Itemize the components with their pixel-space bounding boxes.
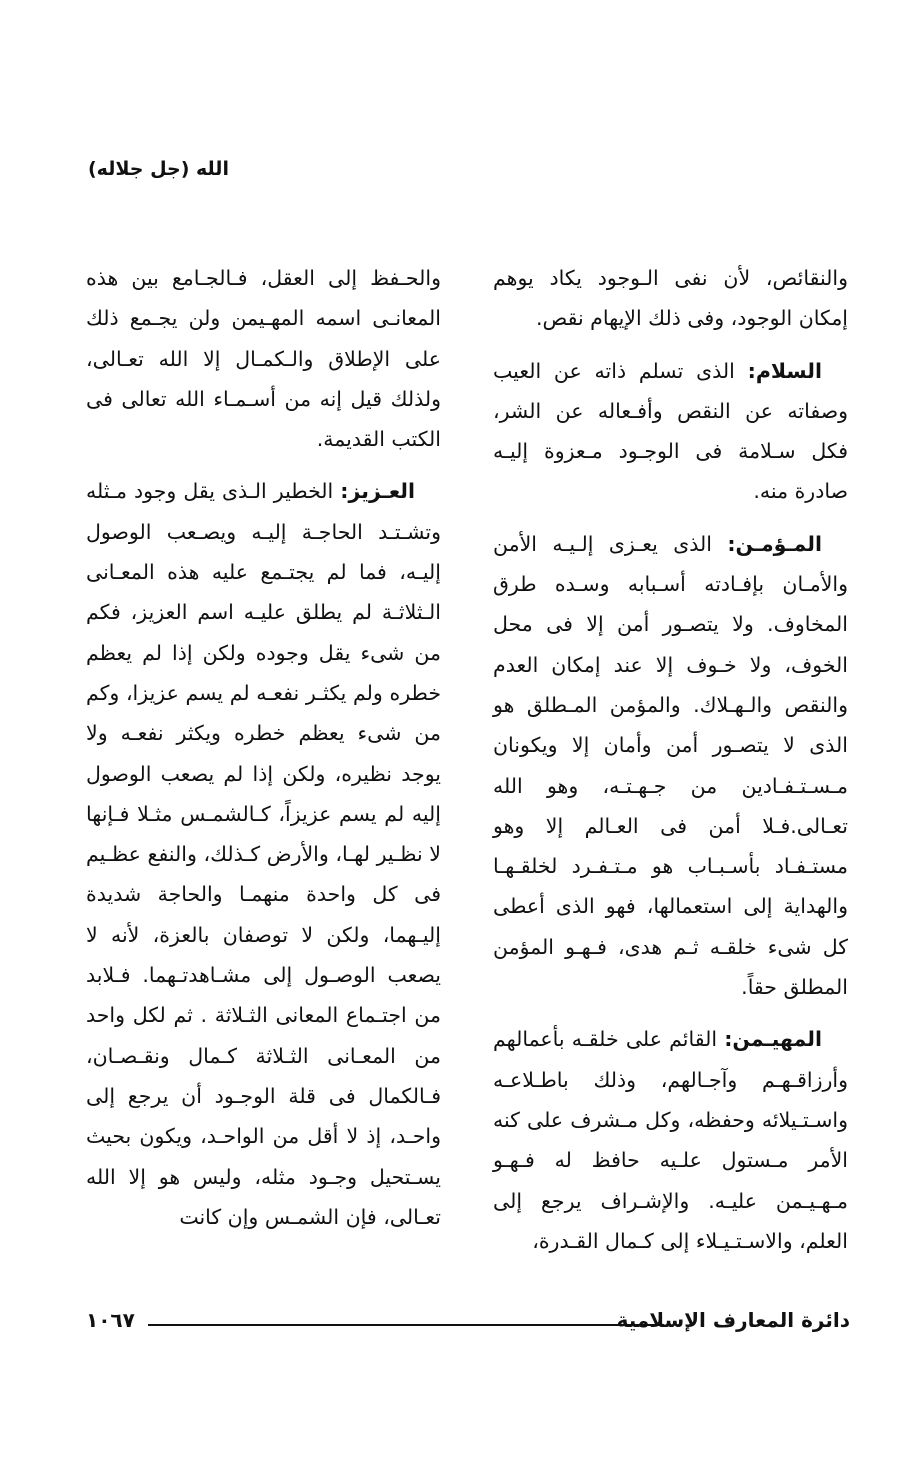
paragraph-al-mumin xyxy=(493,524,848,1008)
footer-divider xyxy=(148,1324,664,1326)
page-footer xyxy=(86,1308,850,1338)
entry-term: السلام: xyxy=(747,358,822,383)
paragraph-al-aziz xyxy=(86,471,441,1237)
publication-title: دائرة المعارف الإسلامية xyxy=(616,1308,850,1332)
entry-text: الذى يعـزى إلـيـه الأمن والأمـان بإفـادته أسـبابه وسـده طرق المخاوف. ولا يتصـور أمن إلا فى محل الخوف، ولا خـوف إلا عند إمكان العدم والنقص والـهـلاك. والمؤمن المـطلق هو الذى لا يتصـور أمن وأمان إلا ويكونان مـسـتـفـادين من جـهـتـه، وهو الله تعـالى.فـلا أمن فى العـالم إلا وهو مستـفـاد بأسـبـاب هو مـتـفـرد لخلقـهـا والهداية إلى استعمالها، فهو الذى أعطى كل شىء خلقـه ثـم هدى، فـهـو المؤمن المطلق حقاً. xyxy=(493,531,848,1000)
paragraph-text: والحـفظ إلى العقل، فـالجـامع بين هذه المعانـى اسمه المهـيمن ولن يجـمع ذلك على الإطلاق والـكمـال إلا الله تعـالى، ولذلك قيل إنه من أسـمـاء الله تعالى فى الكتب القديمة. xyxy=(86,266,441,452)
paragraph xyxy=(493,258,848,339)
entry-term: العـزيز: xyxy=(340,479,415,504)
running-header: الله (جل جلاله) xyxy=(88,158,229,180)
right-column xyxy=(493,258,848,1273)
entry-text: القائم على خلقـه بأعمالهم وأرزاقـهـم وآجـالهم، وذلك باطـلاعـه واسـتـيلائه وحفظه، وكل مـشرف على كنه الأمر مـستول علـيه حافظ له فـهـو مـهـيـمن عليـه. والإشـراف يرجع إلى العلم، والاسـتـيـلاء إلى كـمال القـدرة، xyxy=(493,1027,848,1253)
entry-term: المهيـمن: xyxy=(724,1027,822,1052)
page-number: ١٠٦٧ xyxy=(86,1308,135,1332)
entry-text: الذى تسلم ذاته عن العيب وصفاته عن النقص وأفـعاله عن الشر، فكل سـلامة فى الوجـود مـعزوة إليـه صادرة منه. xyxy=(493,358,848,504)
paragraph-al-muhaymin xyxy=(493,1019,848,1261)
entry-text: الخطير الـذى يقل وجود مـثله وتشـتـد الحاجـة إليـه ويصـعب الوصول إليـه، فما لم يجتـمع عليه هذه المعـانى الـثلاثـة لم يطلق عليـه اسم العزيز، فكم من شىء يقل وجوده ولكن إذا لم يعظم خطره ولم يكثـر نفعـه لم يسم عزيزا، وكم من شىء يعظم خطره ويكثر نفعـه ولا يوجد نظيره، ولكن إذا لم يصعب الوصول إليه لم يسم عزيزاً، كـالشمـس مثـلا فـإنها لا نظـير لهـا، والأرض كـذلك، والنفع عظـيم فى كل واحدة منهمـا والحاجة شديدة إليـهما، ولكن لا توصفان بالعزة، لأنه لا يصعب الوصـول إلى مشـاهدتـهما. فـلابد من اجتـماع المعانى الثـلاثة . ثم لكل واحد من المعـانى الثـلاثة كـمال ونقـصـان، فـالكمال فى قلة الوجـود أن يرجع إلى واحـد، إذ لا أقل من الواحـد، ويكون بحيث يسـتحيل وجـود مثله، وليس هو إلا الله تعـالى، فإن الشمـس وإن كانت xyxy=(86,479,441,1229)
paragraph-text: والنقائص، لأن نفى الـوجود يكاد يوهم إمكان الوجود، وفى ذلك الإيهام نقص. xyxy=(493,266,848,331)
paragraph-al-salam xyxy=(493,351,848,512)
paragraph xyxy=(86,258,441,459)
left-column xyxy=(86,258,441,1249)
entry-term: المـؤمـن: xyxy=(727,531,822,556)
